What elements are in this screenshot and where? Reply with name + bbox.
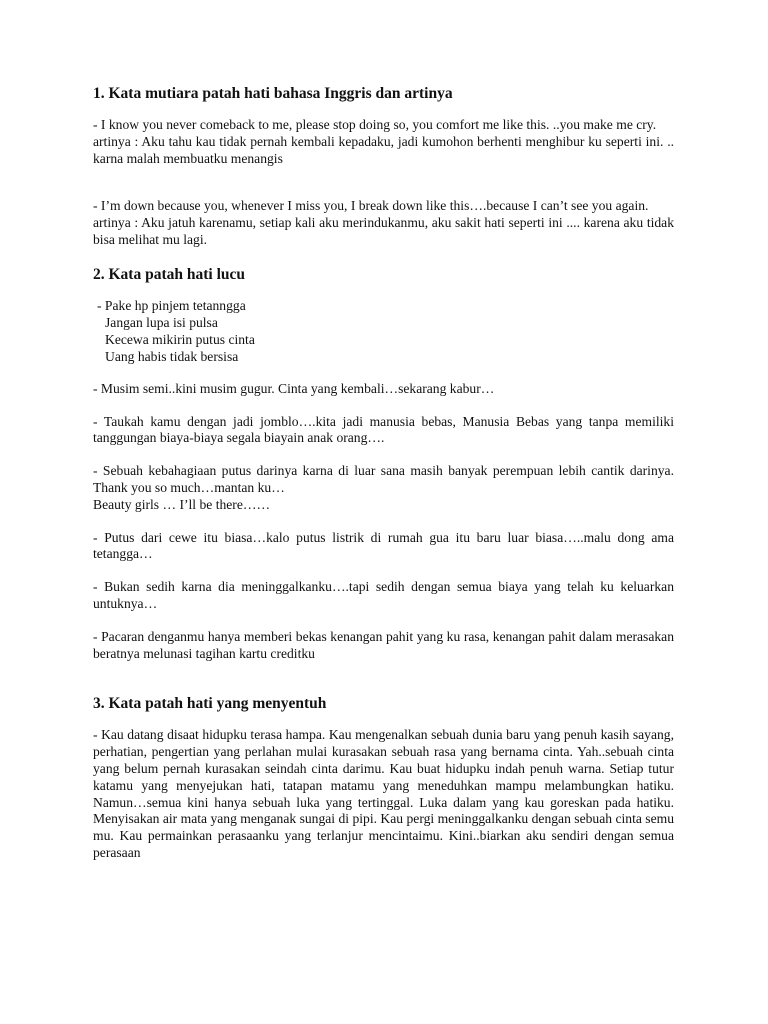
funny-quote-6: - Pacaran denganmu hanya memberi bekas kenangan pahit yang ku rasa, kenangan pahit dalam merasakan beratnya melunasi tagihan kartu creditku <box>93 628 674 661</box>
touching-quote-1: - Kau datang disaat hidupku terasa hampa. Kau mengenalkan sebuah dunia baru yang penuh kasih sayang, perhatian, pengertian yang perlahan mulai kurasakan sebuah rasa yang bernama cinta. Yah..sebuah cinta yang belum pernah kurasakan seindah cinta darimu. Kau buat hidupku indah penuh warna. Setiap tutur katamu yang menyejukan hati, tatapan matamu yang meneduhkan mampu melambungkan hatiku. Namun…semua kini hanya sebuah luka yang tertinggal. Luka dalam yang kau goreskan pada hatiku. Menyisakan air mata yang menganak sungai di pipi. Kau pergi meninggalkanku dengan sebuah cinta semu mu. Kau permainkan perasaanku yang terlanjur mencintaimu. Kini..biarkan aku sendiri dengan semua perasaan <box>93 727 674 860</box>
quote-2-english: - I’m down because you, whenever I miss you, I break down like this….because I can’t see you again. <box>93 198 649 214</box>
poem-line: Uang habis tidak bersisa <box>105 348 239 364</box>
poem-block <box>97 297 674 365</box>
quote-1-translation: artinya : Aku tahu kau tidak pernah kembali kepadaku, jadi kumohon berhenti menghibur ku seperti ini. .. karna malah membuatku menangis <box>93 133 674 166</box>
poem-line: Kecewa mikirin putus cinta <box>105 331 255 347</box>
funny-quote-5: - Bukan sedih karna dia meninggalkanku….tapi sedih dengan semua biaya yang telah ku keluarkan untuknya… <box>93 579 674 611</box>
poem-line: - Pake hp pinjem tetanngga <box>97 297 246 313</box>
funny-quote-3: - Sebuah kebahagiaan putus darinya karna di luar sana masih banyak perempuan lebih cantik darinya. Thank you so much…mantan ku… <box>93 463 674 495</box>
quote-1-english: - I know you never comeback to me, please stop doing so, you comfort me like this. ..you make me cry. <box>93 117 657 132</box>
quote-2-translation: artinya : Aku jatuh karenamu, setiap kali aku merindukanmu, aku sakit hati seperti ini .... karena aku tidak bisa melihat mu lagi. <box>93 215 674 247</box>
section-3-heading: 3. Kata patah hati yang menyentuh <box>93 695 327 713</box>
poem-line: Jangan lupa isi pulsa <box>105 314 218 330</box>
section-2-heading: 2. Kata patah hati lucu <box>93 265 246 283</box>
funny-quote-4: - Putus dari cewe itu biasa…kalo putus listrik di rumah gua itu baru luar biasa…..malu dong ama tetangga… <box>93 529 674 562</box>
section-1-heading: 1. Kata mutiara patah hati bahasa Inggris dan artinya <box>93 85 453 102</box>
document-page <box>93 84 674 862</box>
funny-quote-2: - Taukah kamu dengan jadi jomblo….kita jadi manusia bebas, Manusia Bebas yang tanpa memiliki tanggungan biaya-biaya segala biayain anak orang…. <box>93 413 674 446</box>
funny-quote-3-line-2: Beauty girls … I’ll be there…… <box>93 496 271 512</box>
funny-quote-1: - Musim semi..kini musim gugur. Cinta yang kembali…sekarang kabur… <box>93 380 495 396</box>
